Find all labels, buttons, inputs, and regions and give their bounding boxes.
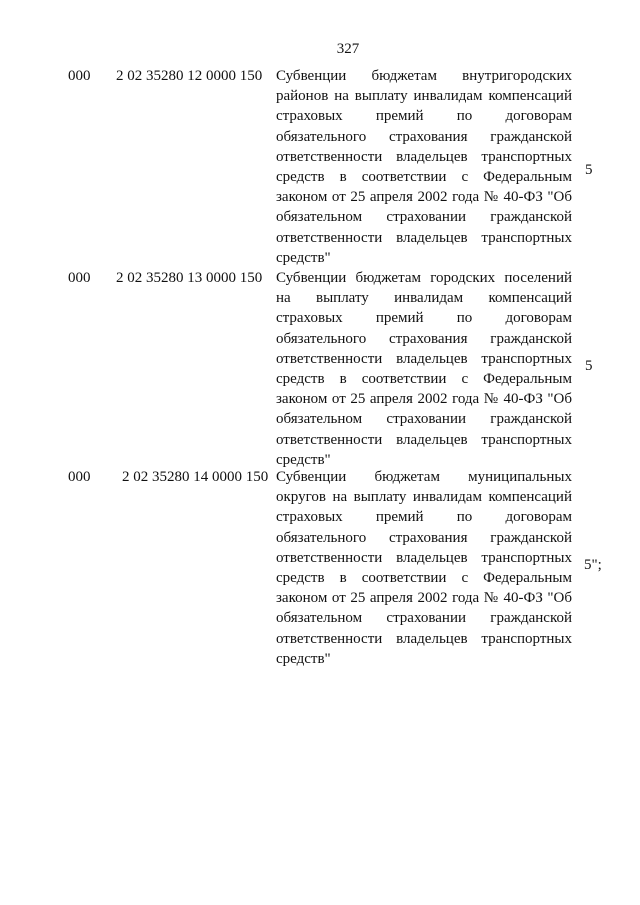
income-description: Субвенции бюджетам городских поселений на выплату инвалидам компенсаций страховых премий по договорам обязательного страхования гражданской ответственности владельцев транспортных средств в соответствии с Федеральным законом от 25 апреля 2002 года № 40-ФЗ "Об обязательном страховании гражданской ответственности владельцев транспортных средств" [276,270,572,468]
amount: 5 [585,162,593,178]
income-code: 2 02 35280 13 0000 150 [116,270,263,286]
amount: 5 [585,358,593,374]
income-code: 2 02 35280 14 0000 150 [122,469,269,485]
page-number: 327 [336,41,360,57]
income-description: Субвенции бюджетам внутригородских районов на выплату инвалидам компенсаций страховых премий по договорам обязательного страхования гражданской ответственности владельцев транспортных средств в соответствии с Федеральным законом от 25 апреля 2002 года № 40-ФЗ "Об обязательном страховании гражданской ответственности владельцев транспортных средств" [276,68,572,266]
amount: 5"; [584,557,602,573]
admin-code: 000 [68,469,91,485]
income-description: Субвенции бюджетам муниципальных округов на выплату инвалидам компенсаций страховых премий по договорам обязательного страхования гражданской ответственности владельцев транспортных средств в соответствии с Федеральным законом от 25 апреля 2002 года № 40-ФЗ "Об обязательном страховании гражданской ответственности владельцев транспортных средств" [276,469,572,667]
admin-code: 000 [68,270,91,286]
income-code: 2 02 35280 12 0000 150 [116,68,263,84]
admin-code: 000 [68,68,91,84]
